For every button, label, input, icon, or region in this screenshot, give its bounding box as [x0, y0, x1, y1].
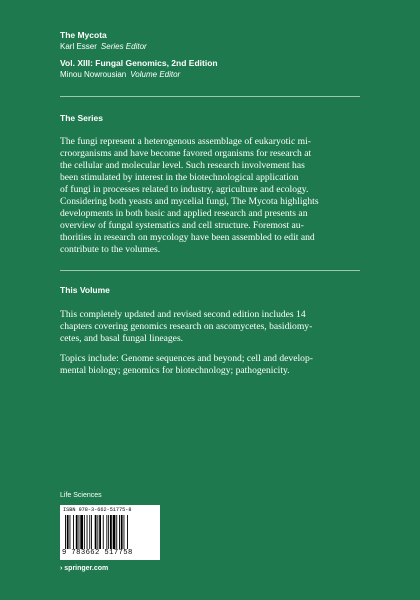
barcode-stripe: [87, 515, 88, 549]
barcode-stripe: [119, 515, 120, 549]
divider-top: [60, 96, 360, 97]
text-line: contribute to the volumes.: [60, 244, 161, 255]
text-line: mental biology; genomics for biotechnology; pathogenicity.: [60, 365, 290, 376]
volume-editor: [60, 69, 218, 80]
imprint-label: Life Sciences: [60, 492, 102, 499]
barcode-stripe: [95, 515, 97, 549]
text-line: developments in both basic and applied research and presents an: [60, 208, 308, 219]
volume-title: Vol. XIII: Fungal Genomics, 2nd Edition: [60, 58, 218, 68]
barcode-stripe: [70, 515, 71, 549]
text-line: Topics include: Genome sequences and beyond; cell and develop-: [60, 353, 313, 364]
isbn-text: ISBN 978-3-662-51775-8: [63, 507, 132, 513]
barcode-stripe: [67, 515, 69, 549]
barcode-stripe: [113, 515, 116, 549]
barcode-stripe: [99, 515, 101, 549]
barcode-stripe: [73, 515, 74, 549]
series-editor-role: Series Editor: [100, 42, 147, 51]
barcode-digits: 9 783662 517758: [62, 549, 133, 557]
volume-editor-role: Volume Editor: [130, 70, 181, 79]
barcode-stripe: [89, 515, 90, 549]
series-editor-name: Karl Esser: [60, 42, 97, 51]
text-line: Considering both yeasts and mycelial fungi, The Mycota highlights: [60, 196, 319, 207]
publisher-link[interactable]: › springer.com: [60, 565, 109, 572]
barcode-stripe: [76, 515, 78, 549]
text-line: The fungi represent a heterogenous assemblage of eukaryotic mi-: [60, 136, 311, 147]
text-line: thorities in research on mycology have been assembled to edit and: [60, 232, 315, 243]
barcode-stripe: [97, 515, 98, 549]
text-line: This completely updated and revised second edition includes 14: [60, 309, 306, 320]
this-volume-heading: This Volume: [60, 285, 110, 295]
the-series-heading: The Series: [60, 113, 103, 123]
barcode-stripe: [127, 515, 128, 549]
this-volume-paragraph-2: [60, 353, 360, 377]
divider-middle: [60, 270, 360, 271]
series-info: [60, 30, 218, 80]
barcode-stripe: [84, 515, 85, 549]
barcode-bars: [64, 515, 156, 549]
barcode-stripe: [108, 515, 109, 549]
barcode-stripe: [110, 515, 112, 549]
barcode-stripe: [65, 515, 66, 549]
barcode-stripe: [79, 515, 80, 549]
series-editor: [60, 41, 218, 52]
barcode-stripe: [106, 515, 107, 549]
barcode-stripe: [80, 515, 83, 549]
text-line: overview of fungal systematics and cell structure. Foremost au-: [60, 220, 304, 231]
isbn-barcode: [60, 505, 160, 560]
barcode-stripe: [91, 515, 92, 549]
text-line: croorganisms and have become favored organisms for research at: [60, 148, 312, 159]
barcode-stripe: [124, 515, 125, 549]
series-title: The Mycota: [60, 30, 107, 40]
barcode-stripe: [121, 515, 123, 549]
text-line: cetes, and basal fungal lineages.: [60, 333, 184, 344]
text-line: of fungi in processes related to industry, agriculture and ecology.: [60, 184, 309, 195]
the-series-text: [60, 136, 360, 256]
text-line: chapters covering genomics research on ascomycetes, basidiomy-: [60, 321, 313, 332]
this-volume-paragraph-1: [60, 309, 360, 345]
volume-editor-name: Minou Nowrousian: [60, 70, 127, 79]
text-line: been stimulated by interest in the biotechnological application: [60, 172, 299, 183]
barcode-stripe: [103, 515, 104, 549]
text-line: the cellular and molecular level. Such research involvement has: [60, 160, 305, 171]
barcode-stripe: [116, 515, 117, 549]
